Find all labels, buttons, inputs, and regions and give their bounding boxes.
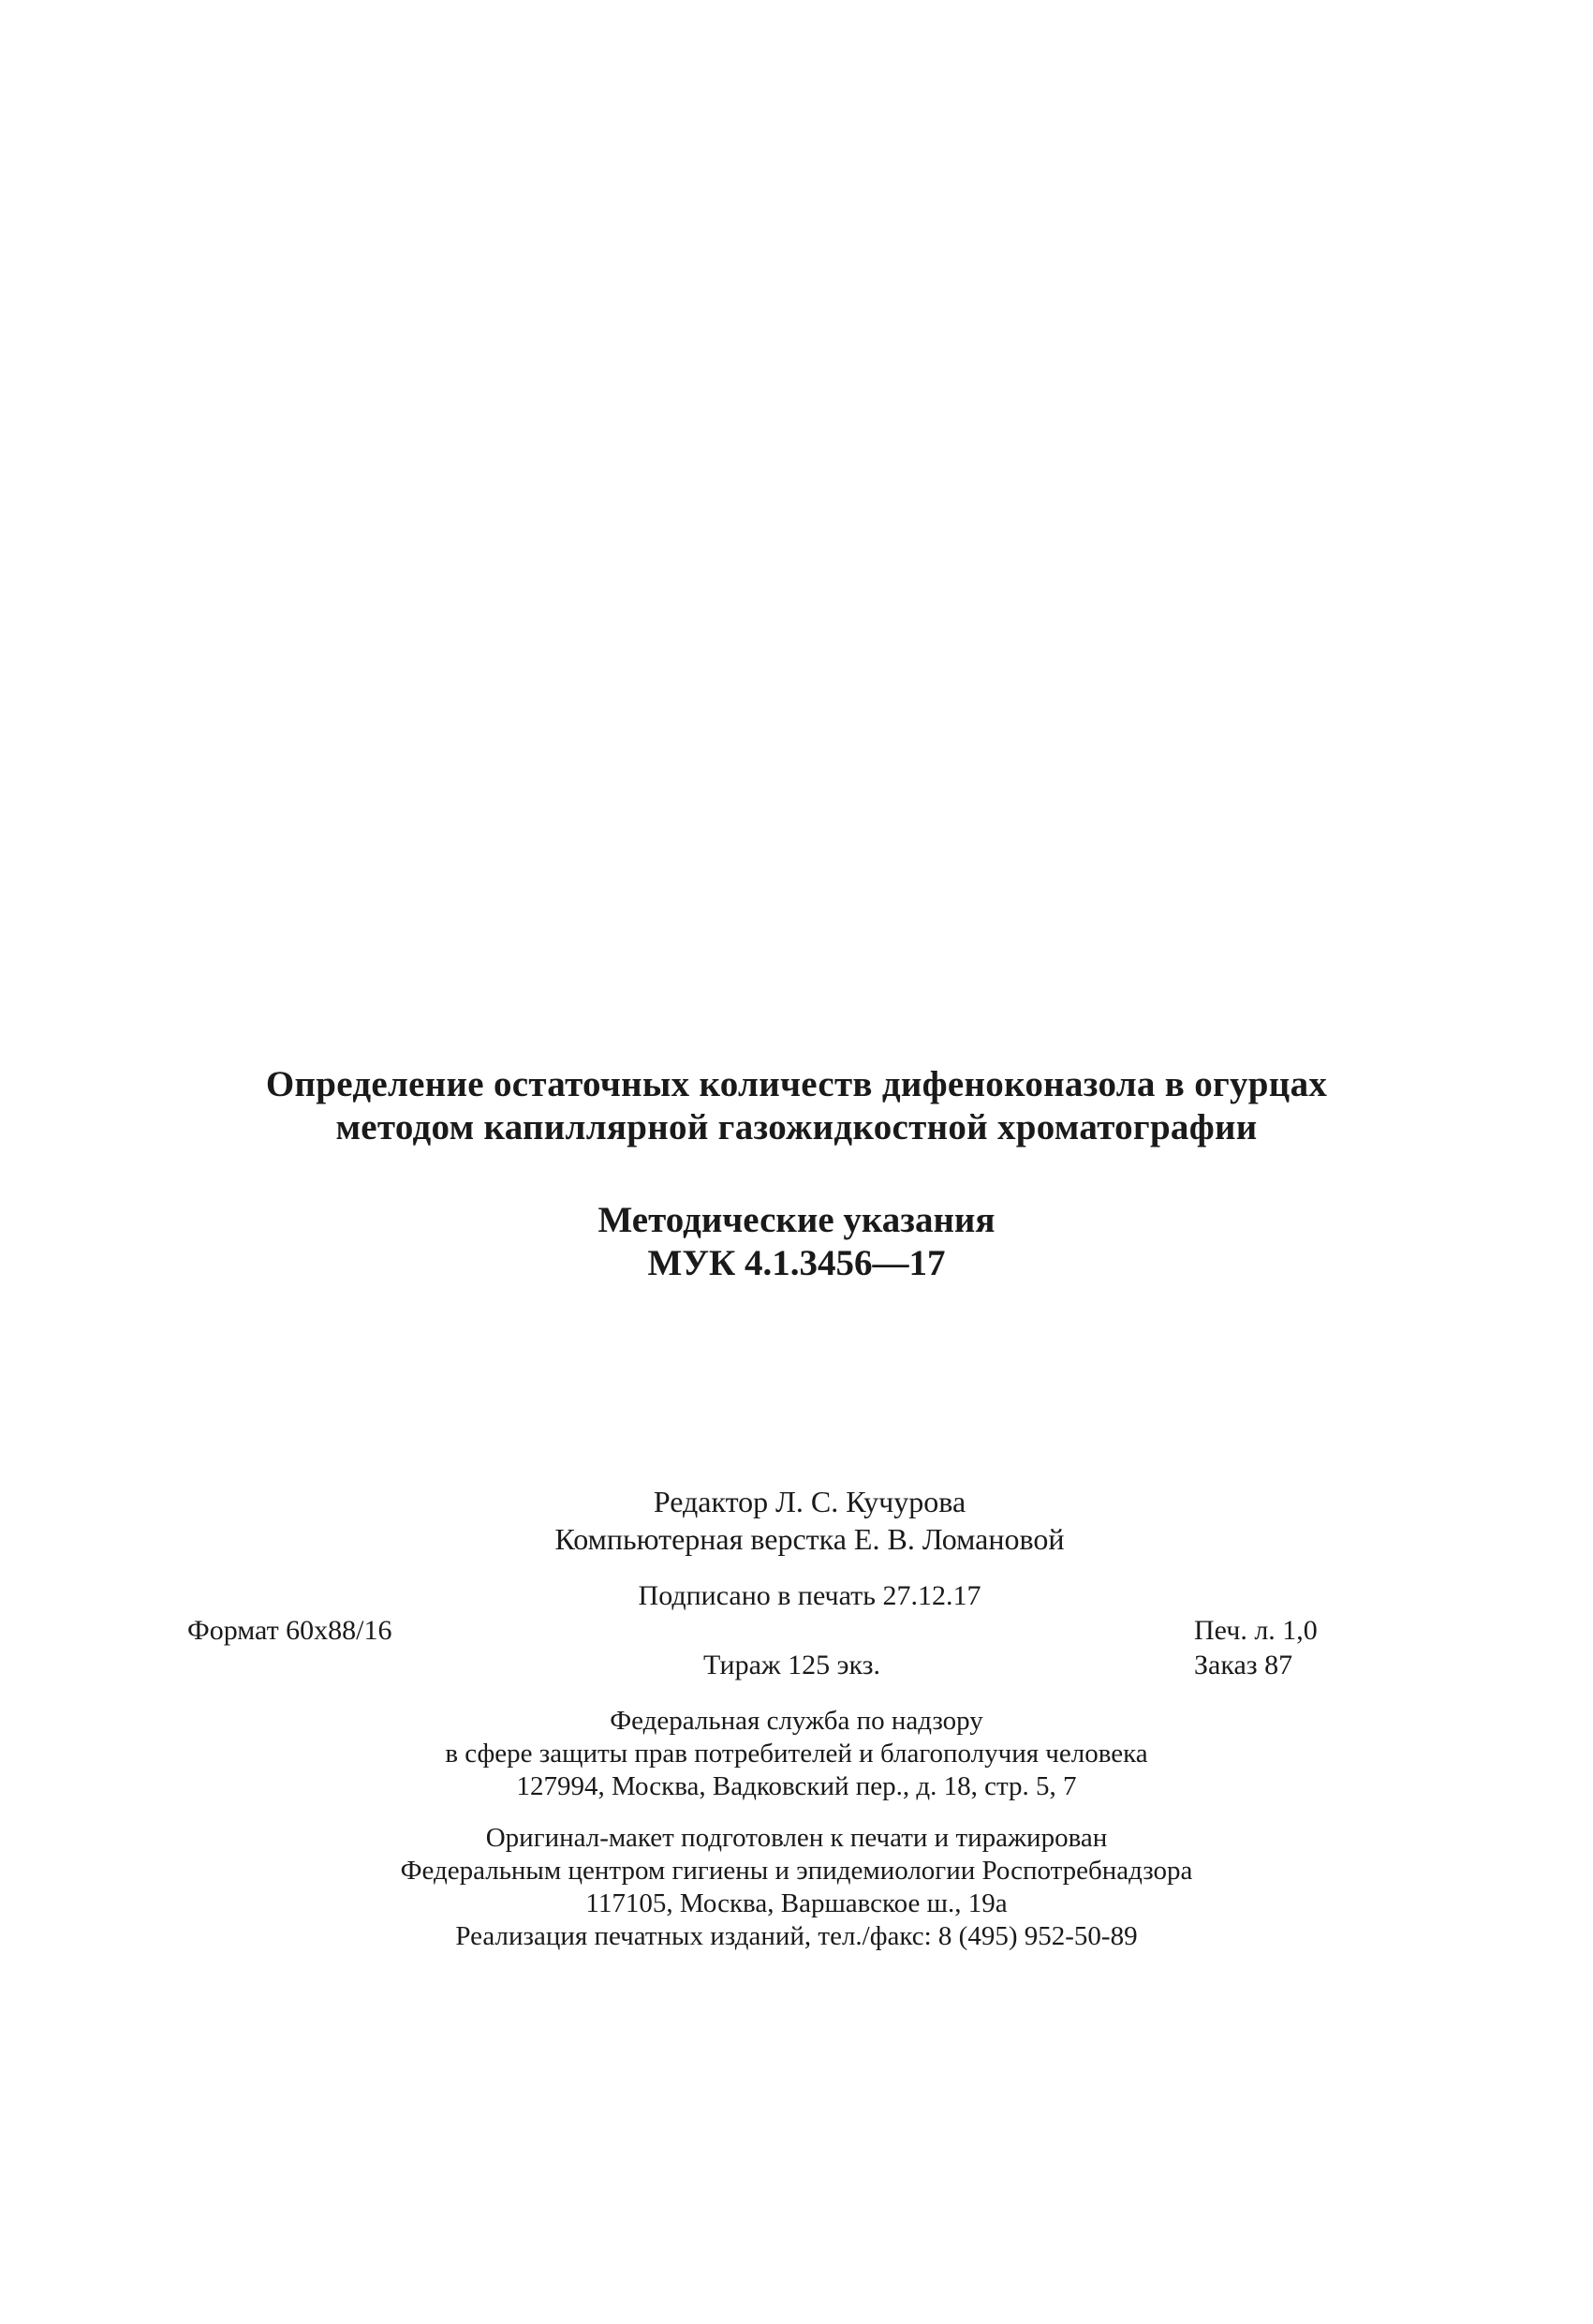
- imprint-row-signed: [0, 1578, 1593, 1613]
- layout-credit: Компьютерная верстка Е. В. Ломановой: [554, 1522, 1065, 1556]
- title-line-2: методом капиллярной газожидкостной хроматографии: [335, 1107, 1258, 1147]
- subtitle-doc-number: МУК 4.1.3456—17: [647, 1243, 946, 1283]
- print-run: Тираж 125 экз.: [702, 1650, 881, 1680]
- publisher-line-1: Федеральная служба по надзору: [610, 1706, 983, 1736]
- publisher-address: 127994, Москва, Вадковский пер., д. 18, стр. 5, 7: [516, 1771, 1077, 1801]
- editor-credit: Редактор Л. С. Кучурова: [653, 1485, 966, 1518]
- publisher-block: [0, 1705, 1593, 1803]
- sales-contact: Реализация печатных изданий, тел./факс: 8 (495) 952-50-89: [455, 1921, 1138, 1951]
- printer-block: [0, 1822, 1593, 1953]
- imprint-row-run: [0, 1648, 1593, 1682]
- credits-block: [0, 1483, 1593, 1558]
- title-line-1: Определение остаточных количеств дифеноконазола в огурцах: [265, 1064, 1328, 1104]
- imprint-row-format: [0, 1613, 1593, 1648]
- signed-date: Подписано в печать 27.12.17: [638, 1580, 981, 1611]
- imprint-block: [0, 1578, 1593, 1682]
- document-subtitle: [0, 1199, 1593, 1285]
- printer-line-2: Федеральным центром гигиены и эпидемиологии Роспотребнадзора: [400, 1856, 1193, 1886]
- printer-address: 117105, Москва, Варшавское ш., 19а: [585, 1888, 1008, 1918]
- paper-format: Формат 60x88/16: [187, 1615, 392, 1646]
- printer-line-1: Оригинал-макет подготовлен к печати и тиражирован: [485, 1823, 1108, 1853]
- printed-sheets: Печ. л. 1,0: [1194, 1615, 1318, 1646]
- publisher-line-2: в сфере защиты прав потребителей и благополучия человека: [445, 1739, 1148, 1769]
- document-title: [0, 1063, 1593, 1149]
- subtitle-doc-type: Методические указания: [597, 1200, 996, 1240]
- order-number: Заказ 87: [1194, 1650, 1293, 1680]
